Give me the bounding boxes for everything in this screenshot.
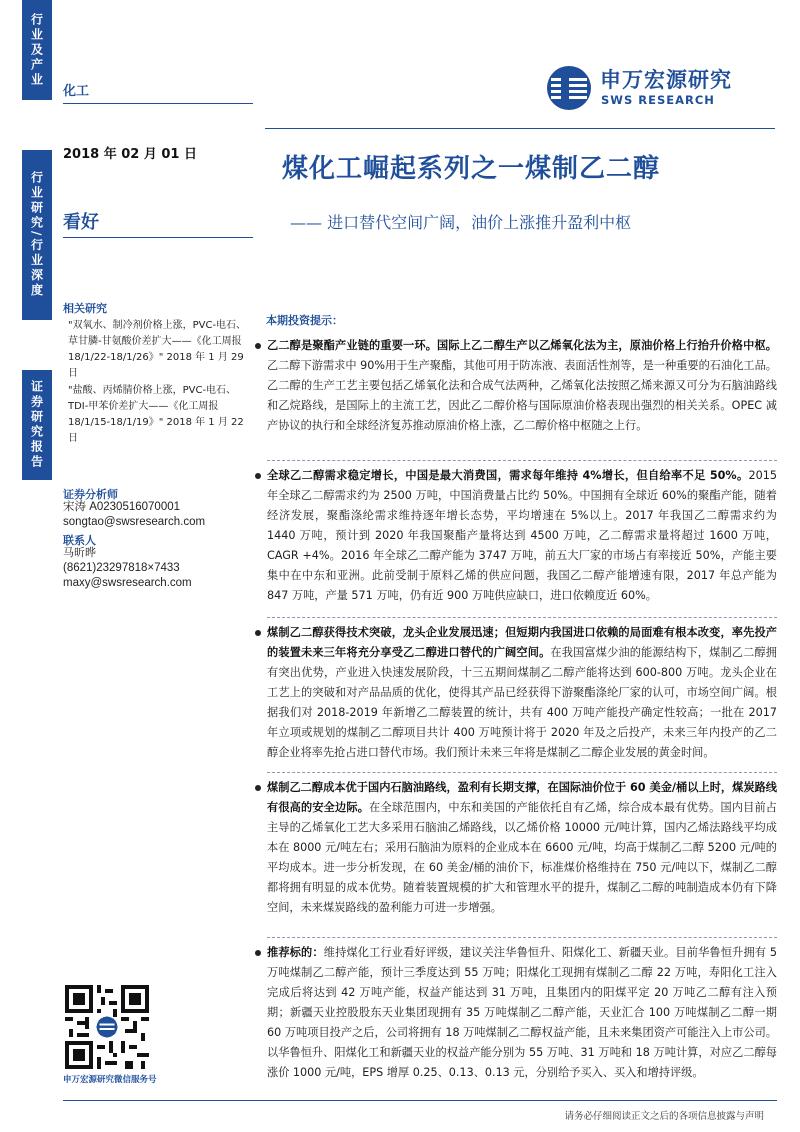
divider xyxy=(267,772,777,773)
divider xyxy=(267,617,777,618)
bullet-icon xyxy=(255,343,261,349)
report-subtitle: —— 进口替代空间广阔，油价上涨推升盈利中枢 xyxy=(290,213,632,232)
bullet-headline: 全球乙二醇需求稳定增长，中国是最大消费国，需求每年维持 4%增长，但自给率不足 50%。 xyxy=(267,469,749,482)
bullet-item-1 xyxy=(267,336,777,436)
rating-rule xyxy=(63,237,253,238)
sidebar-tag-industry: 行业及产业 xyxy=(22,0,52,100)
bullet-body: 2015 年全球乙二醇需求约为 2500 万吨，中国消费量占比约 50%。中国拥有全球近 60%的聚酯产能，随着经济发展，聚酯涤纶需求维持逐年增长态势，平均增速在 5%以上。2017 年我国乙二醇需求约为 1440 万吨，预计到 2020 年我国聚酯产量将达到 4500 万吨，乙二醇需求量将超过 1600 万吨，CAGR +4%。2016 年全球乙二醇产能为 3747 万吨，前五大厂家的市场占有率接近 50%，产能主要集中在中东和亚洲。此前受制于原料乙烯的供应问题，我国乙二醇产能增速有限，2017 年总产能为 847 万吨，产量 571 万吨，仍有近 900 万吨供应缺口，进口依赖度近 60%。 xyxy=(267,469,777,602)
related-item-line: 18/1/15-18/1/19》" 2018 年 1 月 22 xyxy=(68,417,244,428)
bullet-icon xyxy=(255,785,261,791)
contact-name: 马昕晔 xyxy=(63,547,96,559)
footer-rule xyxy=(63,1100,777,1101)
contact-email[interactable]: maxy@swsresearch.com xyxy=(63,577,192,589)
bullet-body: 维持煤化工行业看好评级，建议关注华鲁恒升、阳煤化工、新疆天业。目前华鲁恒升拥有 5 万吨煤制乙二醇产能，预计三季度达到 55 万吨；阳煤化工现拥有煤制乙二醇 22 万吨，寿阳化工注入完成后将达到 42 万吨产能，权益产能达到 31 万吨，且集团内的阳煤平定 20 万吨乙二醇有注入预期；新疆天业控股股东天业集团现拥有 35 万吨煤制乙二醇产能，天业汇合 100 万吨煤制乙二醇一期 60 万吨项目投产之后，公司将拥有 18 万吨煤制乙二醇权益产能，且未来集团资产可能注入上市公司。以华鲁恒升、阳煤化工和新疆天业的权益产能分别为 55 万吨、31 万吨和 18 万吨计算，对应乙二醇每涨价 1000 元/吨，EPS 增厚 0.25、0.13、0.13 元，分别给予买入、买入和增持评级。 xyxy=(267,946,777,1079)
related-item-line: TDI-甲苯价差扩大——《化工周报 xyxy=(68,401,219,412)
logo-text-cn: 申万宏源研究 xyxy=(600,68,732,92)
bullet-headline: 煤制乙二醇获得技术突破，龙头企业发展迅速；但短期内我国进口依赖的局面难有根本改变，率先投产的装置未来三年将充分享受乙二醇进口替代的广阔空间。 xyxy=(267,626,777,659)
bullet-icon xyxy=(255,473,261,479)
bullet-item-4 xyxy=(267,778,777,918)
logo-text-en: SWS RESEARCH xyxy=(601,93,715,107)
contact-phone: (8621)23297818×7433 xyxy=(63,562,180,574)
qr-code-icon xyxy=(65,985,149,1069)
sws-logo-icon xyxy=(545,64,593,112)
bullet-body: 在我国富煤少油的能源结构下，煤制乙二醇拥有突出优势，产业进入快速发展阶段，十三五期间煤制乙二醇产能将达到 600-800 万吨。龙头企业在工艺上的突破和对产品品质的优化，使得其产品已经获得下游聚酯涤纶厂家的认可，市场空间广阔。根据我们对 2018-2019 年新增乙二醇装置的统计，共有 400 万吨产能投产确定性较高；一批在 2017 年立项或规划的煤制乙二醇项目共计 400 万吨预计将于 2020 年及之后投产，未来三年内投产的乙二醇企业将率先抢占进口替代市场。我们预计未来三年将是煤制乙二醇企业发展的黄金时间。 xyxy=(267,646,777,759)
bullet-body: 乙二醇下游需求中 90%用于生产聚酯，其他可用于防冻液、表面活性剂等，是一种重要的石油化工品。乙二醇的生产工艺主要包括乙烯氧化法和合成气法两种，乙烯氧化法按照乙烯来源又可分为石脑油路线和乙烷路线，是国际上的主流工艺，因此乙二醇价格与国际原油价格表现出强烈的相关关系。OPEC 减产协议的执行和全球经济复苏推动原油价格上涨，乙二醇价格中枢随之上行。 xyxy=(267,359,777,432)
related-item[interactable] xyxy=(68,318,258,382)
bullet-headline: 乙二醇是聚酯产业链的重要一环。国际上乙二醇生产以乙烯氧化法为主，原油价格上行抬升价格中枢。 xyxy=(267,339,777,352)
report-date: 2018 年 02 月 01 日 xyxy=(63,147,197,162)
analyst-heading: 证券分析师 xyxy=(63,488,118,501)
qr-caption: 申万宏源研究微信服务号 xyxy=(63,1075,157,1085)
header-rule-left xyxy=(63,103,253,104)
sidebar-tag-report-type: 证券研究报告 xyxy=(22,370,52,480)
divider xyxy=(267,937,777,938)
section-heading: 本期投资提示： xyxy=(266,314,343,327)
bullet-item-3 xyxy=(267,623,777,763)
bullet-icon xyxy=(255,950,261,956)
related-item-line: 18/1/22-18/1/26》" 2018 年 1 月 29 xyxy=(68,352,244,363)
related-item[interactable] xyxy=(68,383,258,447)
related-item-line: 日 xyxy=(68,368,78,379)
report-title: 煤化工崛起系列之一煤制乙二醇 xyxy=(282,154,661,184)
bullet-headline: 煤制乙二醇成本优于国内石脑油路线，盈利有长期支撑，在国际油价位于 60 美金/桶以上时，煤炭路线有很高的安全边际。 xyxy=(267,781,777,814)
disclaimer-note: 请务必仔细阅读正文之后的各项信息披露与声明 xyxy=(564,1111,764,1122)
related-item-line: "双氧水、制冷剂价格上涨，PVC-电石、 xyxy=(68,320,247,331)
bullet-body: 在全球范围内，中东和美国的产能依托自有乙烯，综合成本最有优势。国内目前占主导的乙烯氧化工艺大多采用石脑油乙烯路线，以乙烯价格 10000 元/吨计算，国内乙烯法路线平均成本在 8000 元/吨左右；采用石脑油为原料的企业成本在 6600 元/吨，均高于煤制乙二醇 5200 元/吨的平均成本。进一步分析发现，在 60 美金/桶的油价下，标准煤价格维持在 750 元/吨以下，煤制乙二醇都将拥有明显的成本优势。随着装置规模的扩大和管理水平的提升，煤制乙二醇的吨制造成本仍有下降空间，未来煤炭路线的盈利能力可进一步增强。 xyxy=(267,801,777,914)
bullet-item-5 xyxy=(267,943,777,1083)
related-item-line: 草甘膦-甘氨酸价差扩大——《化工周报 xyxy=(68,336,242,347)
sidebar-tag-research-type: 行业研究/行业深度 xyxy=(22,150,52,320)
related-research-heading: 相关研究 xyxy=(63,302,107,315)
analyst-email[interactable]: songtao@swsresearch.com xyxy=(63,516,206,528)
bullet-item-2 xyxy=(267,466,777,606)
related-item-line: "盐酸、丙烯腈价格上涨，PVC-电石、 xyxy=(68,385,237,396)
analyst-name-id: 宋涛 A0230516070001 xyxy=(63,501,181,513)
bullet-icon xyxy=(255,630,261,636)
divider xyxy=(267,460,777,461)
header-rule-right xyxy=(265,128,775,129)
bullet-headline: 推荐标的： xyxy=(267,946,324,959)
qr-code xyxy=(65,985,149,1069)
industry-label: 化工 xyxy=(63,84,90,99)
logo xyxy=(545,62,755,112)
industry-rating: 看好 xyxy=(63,212,99,233)
related-item-line: 日 xyxy=(68,433,78,444)
contact-heading: 联系人 xyxy=(63,534,96,547)
